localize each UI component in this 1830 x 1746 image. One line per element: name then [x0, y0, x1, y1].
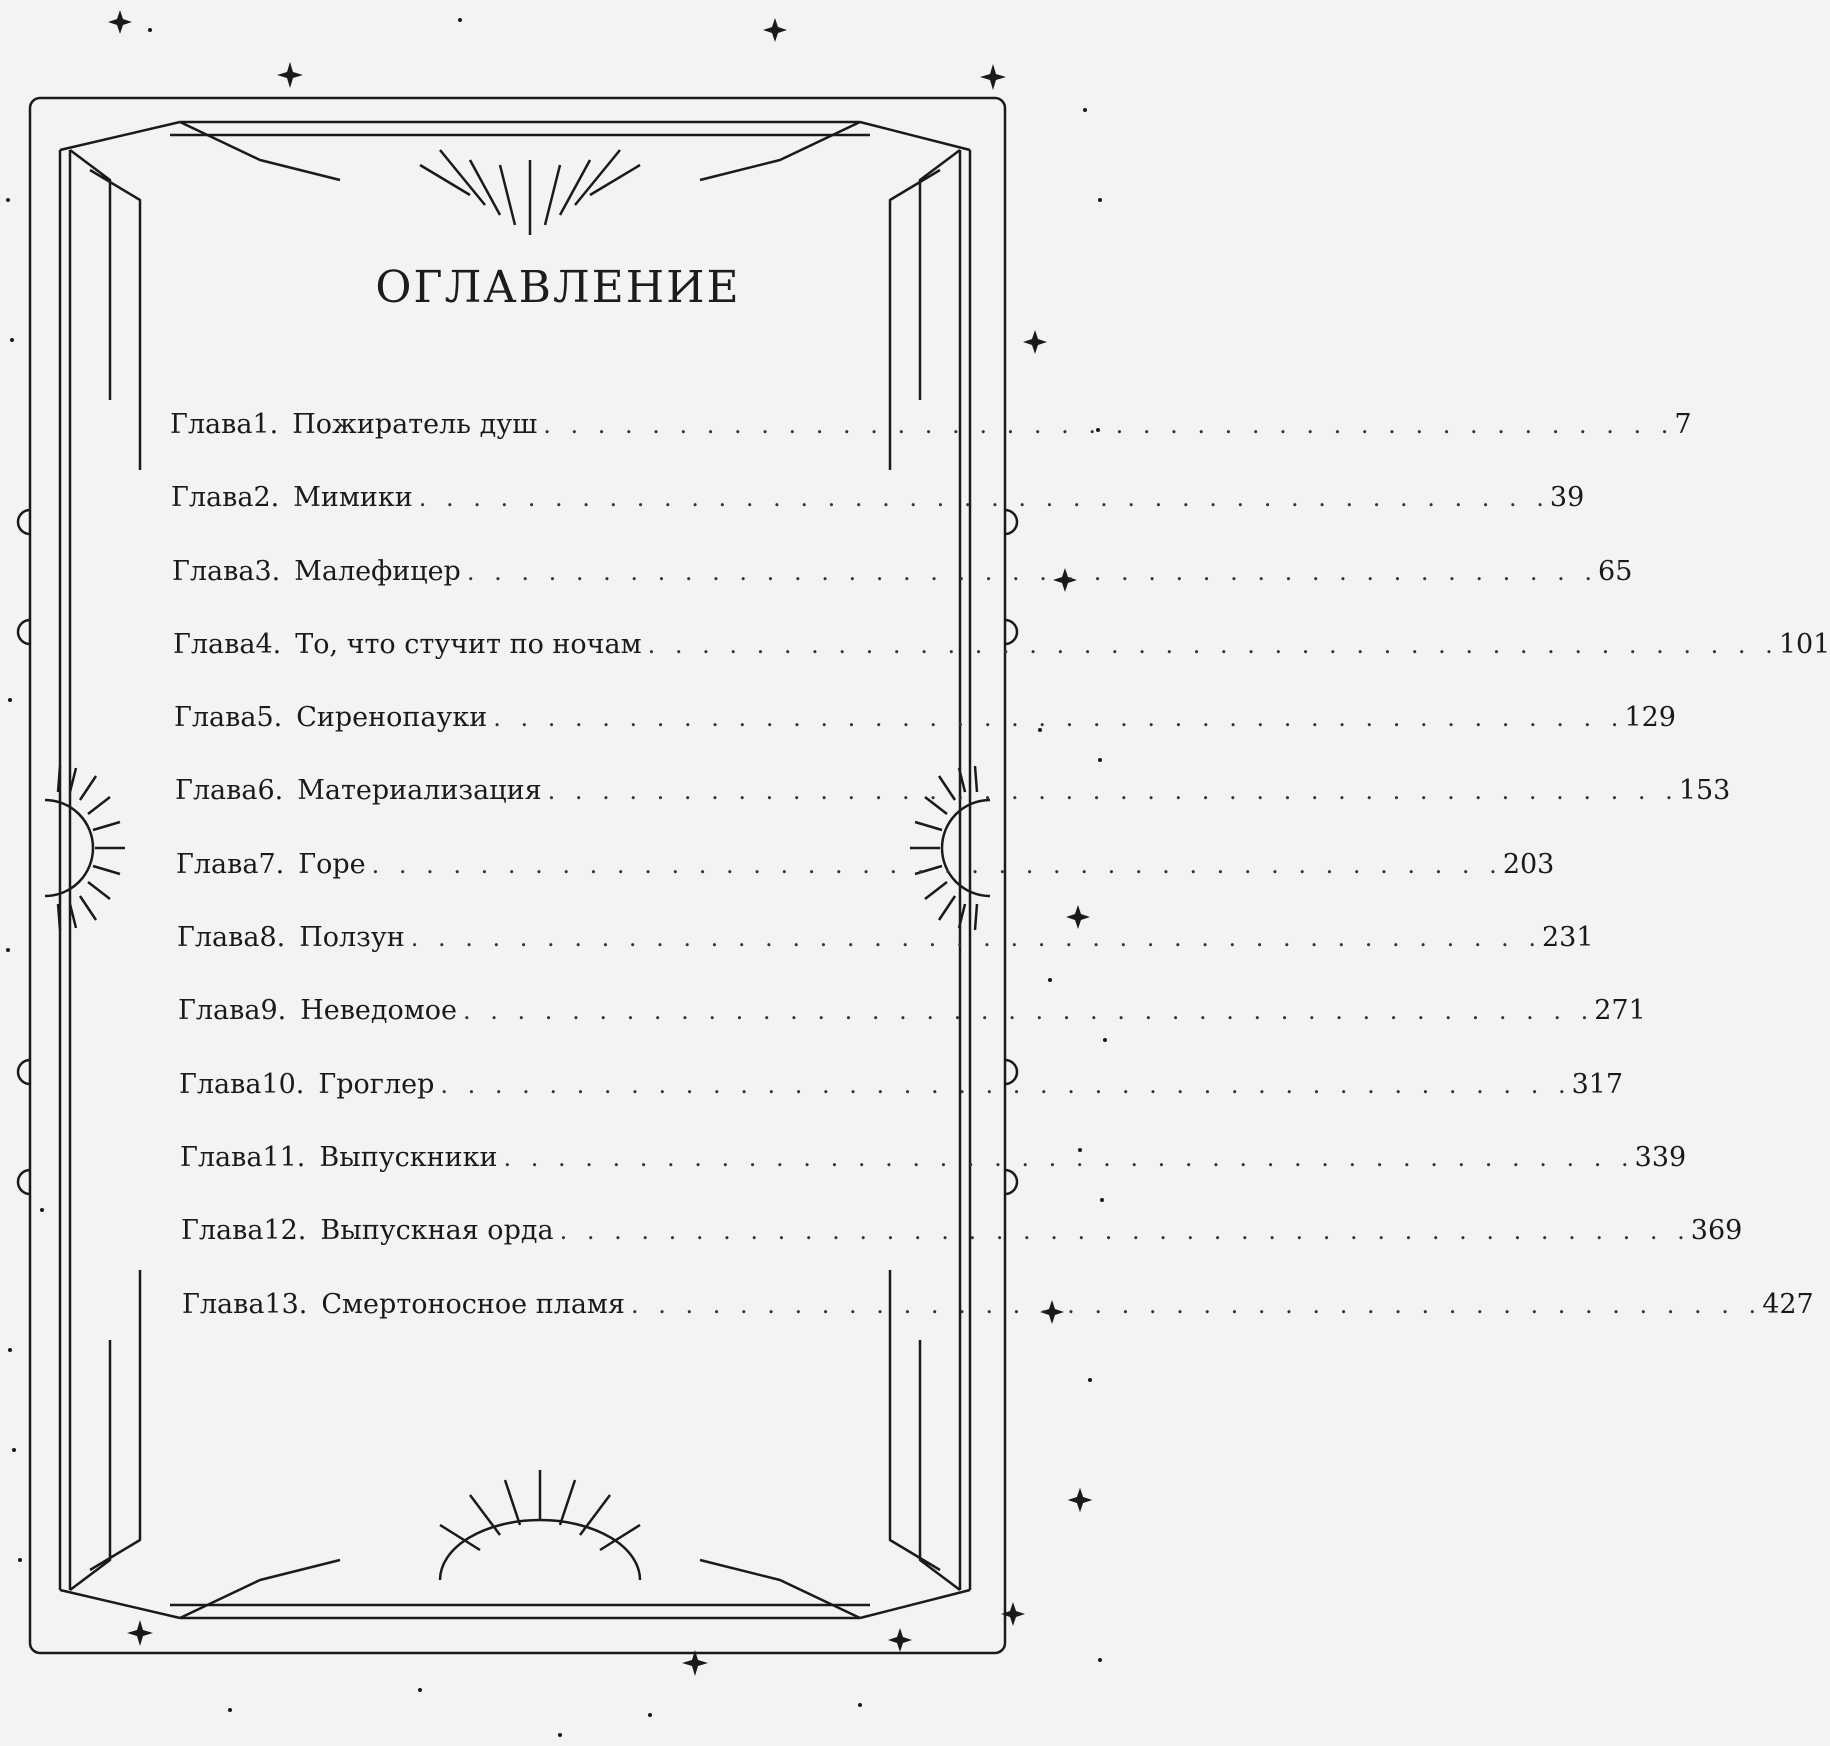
- page-title: ОГЛАВЛЕНИЕ: [375, 262, 741, 313]
- chapter-title: Ползун: [299, 922, 405, 954]
- table-of-contents: [170, 405, 1830, 1358]
- toc-entry: [170, 405, 1692, 478]
- chapter-label: Глава: [181, 1215, 264, 1247]
- chapter-title: Пожиратель душ: [292, 409, 538, 440]
- chapter-number: 4.: [255, 628, 282, 660]
- chapter-title: Неведомое: [300, 995, 458, 1027]
- bottom-sun-rays: [440, 1470, 640, 1580]
- toc-entry: [175, 771, 1731, 844]
- leader-dots: . . . . . . . . . . . . . . . . . . . . . . . . . . . . . . . . . . . . . . . . . .: [503, 1143, 1635, 1172]
- toc-entry: [177, 918, 1594, 991]
- chapter-label: Глава: [180, 1141, 263, 1173]
- toc-entry: [171, 478, 1585, 551]
- page-number: 129: [1624, 702, 1676, 734]
- sparkle-star-icon: [763, 18, 787, 42]
- chapter-label: Глава: [177, 922, 260, 954]
- chapter-label: Глава: [174, 702, 257, 734]
- toc-entry: [182, 1285, 1814, 1358]
- chapter-label: Глава: [170, 409, 253, 440]
- chapter-number: 13.: [264, 1288, 308, 1320]
- sparkle-star-icon: [108, 10, 132, 34]
- chapter-number: 9.: [260, 995, 287, 1027]
- chapter-label: Глава: [182, 1288, 265, 1320]
- chapter-label: Глава: [179, 1068, 262, 1100]
- leader-dots: . . . . . . . . . . . . . . . . . . . . . . . . . . . . . . . . . . . . . . . . . .: [543, 411, 1675, 439]
- toc-entry: [181, 1211, 1743, 1284]
- chapter-label: Глава: [176, 848, 259, 880]
- left-sun-rays: [58, 766, 125, 930]
- chapter-number: 2.: [253, 482, 280, 514]
- page-number: 231: [1541, 922, 1594, 954]
- chapter-title: Выпускная орда: [320, 1215, 554, 1247]
- page-number: 427: [1762, 1288, 1814, 1320]
- toc-entry: [176, 845, 1555, 918]
- sparkle-star-icon: [277, 62, 303, 88]
- page-number: 101: [1778, 628, 1830, 660]
- inner-frame-left: [60, 150, 70, 1590]
- chapter-label: Глава: [171, 482, 254, 514]
- page-number: 271: [1594, 995, 1646, 1027]
- leader-dots: . . . . . . . . . . . . . . . . . . . . . . . . . . . . . . . . . . . . . . . . . .: [547, 777, 1679, 806]
- leader-dots: . . . . . . . . . . . . . . . . . . . . . . . . . . . . . . . . . . . . . . . . . .: [647, 630, 1779, 659]
- toc-entry: [180, 1138, 1687, 1211]
- chapter-number: 5.: [256, 702, 283, 734]
- chapter-number: 6.: [257, 775, 284, 807]
- chapter-label: Глава: [178, 995, 261, 1027]
- chapter-label: Глава: [172, 555, 255, 587]
- chapter-title: Материализация: [297, 775, 542, 807]
- chapter-label: Глава: [173, 628, 256, 660]
- top-sun-rays: [420, 150, 640, 235]
- toc-entry: [178, 991, 1646, 1064]
- page-number: 39: [1549, 482, 1585, 514]
- page-number: 317: [1571, 1068, 1624, 1100]
- chapter-title: Мимики: [293, 482, 413, 514]
- chapter-title: Горе: [298, 848, 366, 880]
- chapter-number: 1.: [252, 409, 279, 440]
- chapter-number: 3.: [254, 555, 281, 587]
- chapter-number: 10.: [261, 1068, 305, 1100]
- chapter-label: Глава: [175, 775, 258, 807]
- leader-dots: . . . . . . . . . . . . . . . . . . . . . . . . . . . . . . . . . . . . . . . . . .: [371, 850, 1503, 879]
- leader-dots: . . . . . . . . . . . . . . . . . . . . . . . . . . . . . . . . . . . . . . . . . .: [466, 557, 1599, 586]
- chapter-title: Выпускники: [319, 1141, 498, 1173]
- page-number: 153: [1678, 775, 1731, 807]
- leader-dots: . . . . . . . . . . . . . . . . . . . . . . . . . . . . . . . . . . . . . . . . . .: [559, 1217, 1691, 1246]
- sparkle-star-icon: [1068, 1488, 1092, 1512]
- leader-dots: . . . . . . . . . . . . . . . . . . . . . . . . . . . . . . . . . . . . . . . . . .: [418, 484, 1550, 513]
- page-number: 7: [1674, 409, 1692, 440]
- chapter-title: Сиренопауки: [296, 702, 488, 734]
- sparkle-star-icon: [1023, 330, 1047, 354]
- toc-entry: [179, 1065, 1624, 1138]
- chapter-title: То, что стучит по ночам: [295, 628, 642, 660]
- inner-frame-top: [170, 122, 870, 135]
- leader-dots: . . . . . . . . . . . . . . . . . . . . . . . . . . . . . . . . . . . . . . . . . .: [463, 997, 1595, 1026]
- chapter-number: 11.: [262, 1141, 306, 1173]
- sparkle-star-icon: [127, 1620, 153, 1646]
- chapter-title: Гроглер: [318, 1068, 435, 1100]
- chapter-number: 7.: [258, 848, 285, 880]
- page-number: 369: [1690, 1215, 1743, 1247]
- sparkle-star-icon: [980, 64, 1006, 90]
- leader-dots: . . . . . . . . . . . . . . . . . . . . . . . . . . . . . . . . . . . . . . . . . .: [440, 1070, 1572, 1099]
- chapter-title: Смертоносное пламя: [321, 1288, 625, 1320]
- leader-dots: . . . . . . . . . . . . . . . . . . . . . . . . . . . . . . . . . . . . . . . . . .: [630, 1290, 1763, 1319]
- chapter-title: Малефицер: [294, 555, 461, 587]
- sparkle-star-icon: [888, 1628, 912, 1652]
- page-number: 339: [1634, 1141, 1687, 1173]
- toc-entry: [173, 625, 1830, 698]
- leader-dots: . . . . . . . . . . . . . . . . . . . . . . . . . . . . . . . . . . . . . . . . . .: [493, 704, 1625, 733]
- page-number: 65: [1598, 555, 1633, 587]
- inner-frame-bottom: [170, 1605, 870, 1618]
- toc-entry: [174, 698, 1676, 771]
- chapter-number: 12.: [263, 1215, 307, 1247]
- page-number: 203: [1502, 848, 1555, 880]
- chapter-number: 8.: [259, 922, 286, 954]
- toc-entry: [172, 552, 1633, 625]
- leader-dots: . . . . . . . . . . . . . . . . . . . . . . . . . . . . . . . . . . . . . . . . . .: [410, 924, 1542, 953]
